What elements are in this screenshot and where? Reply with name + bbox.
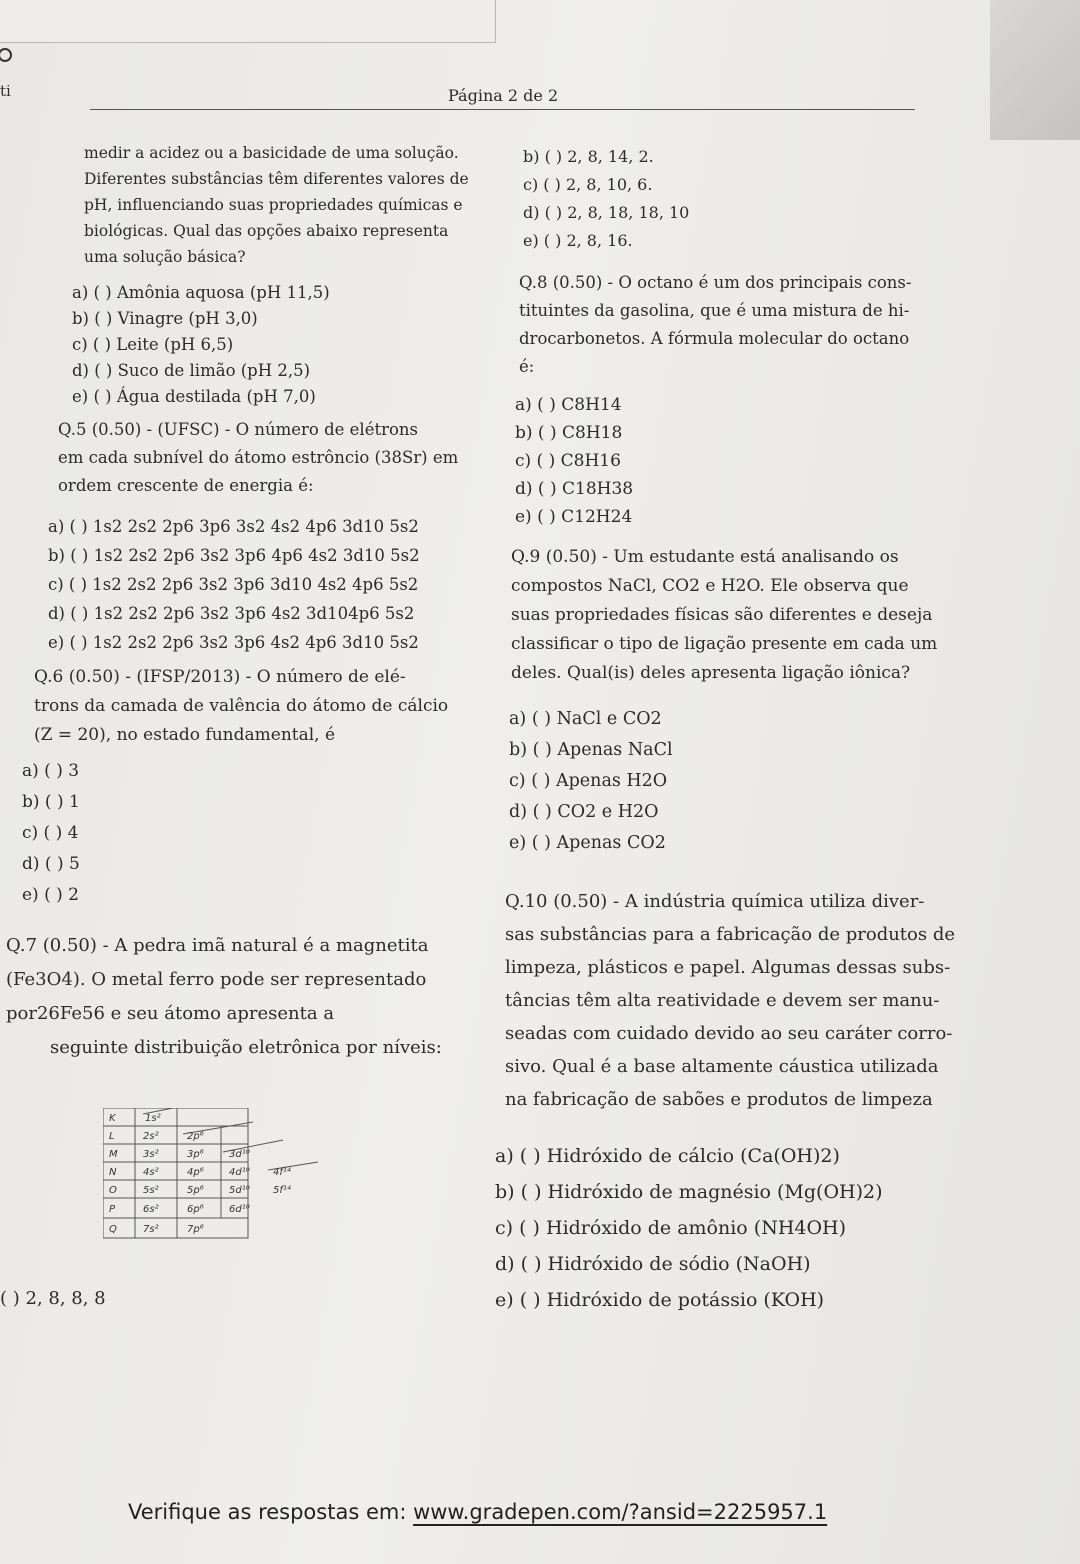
level-label: L bbox=[109, 1131, 115, 1142]
option-d[interactable]: d) ( ) Suco de limão (pH 2,5) bbox=[72, 361, 311, 380]
option-d[interactable]: d) ( ) 5 bbox=[22, 854, 80, 874]
question-line: trons da camada de valência do átomo de cálcio bbox=[34, 696, 449, 716]
sublevel: 3s² bbox=[143, 1149, 159, 1160]
option-c[interactable]: c) ( ) Hidróxido de amônio (NH4OH) bbox=[495, 1217, 847, 1239]
sublevel: 4f¹⁴ bbox=[273, 1167, 291, 1178]
question-line: é: bbox=[519, 357, 535, 376]
q6-options bbox=[20, 756, 490, 911]
option-d[interactable]: d) ( ) CO2 e H2O bbox=[509, 802, 659, 822]
option-c[interactable]: c) ( ) C8H16 bbox=[515, 451, 621, 471]
option-d[interactable]: d) ( ) Hidróxido de sódio (NaOH) bbox=[495, 1253, 811, 1275]
hole-mark bbox=[0, 48, 12, 62]
option-a[interactable]: a) ( ) Amônia aquosa (pH 11,5) bbox=[72, 283, 330, 302]
question-line: Q.7 (0.50) - A pedra imã natural é a magnetita bbox=[6, 935, 429, 956]
option-d[interactable]: d) ( ) 2, 8, 18, 18, 10 bbox=[523, 203, 690, 222]
level-label: Q bbox=[109, 1224, 117, 1235]
question-line: seguinte distribuição eletrônica por níveis: bbox=[50, 1037, 442, 1058]
question-line: classificar o tipo de ligação presente em cada um bbox=[511, 634, 938, 654]
sublevel: 4p⁶ bbox=[187, 1167, 204, 1178]
option-e[interactable]: e) ( ) Hidróxido de potássio (KOH) bbox=[495, 1289, 825, 1311]
question-line: Q.9 (0.50) - Um estudante está analisando os bbox=[511, 547, 899, 567]
q7-question bbox=[6, 929, 490, 1065]
option-a[interactable]: a) ( ) Hidróxido de cálcio (Ca(OH)2) bbox=[495, 1145, 840, 1167]
q5-question bbox=[20, 416, 490, 500]
q10-question bbox=[505, 885, 955, 1116]
question-line: tituintes da gasolina, que é uma mistura de hi- bbox=[519, 301, 910, 320]
option-e[interactable]: e) ( ) C12H24 bbox=[515, 507, 633, 527]
q4-options bbox=[20, 280, 490, 410]
q6-question bbox=[20, 663, 490, 750]
sublevel: 6d¹⁰ bbox=[229, 1204, 250, 1215]
sublevel: 6s² bbox=[143, 1204, 159, 1215]
question-line: Q.8 (0.50) - O octano é um dos principais cons- bbox=[519, 273, 912, 292]
option-e[interactable]: e) ( ) 1s2 2s2 2p6 3s2 3p6 4s2 4p6 3d10 5s2 bbox=[48, 633, 419, 652]
question-line: (Fe3O4). O metal ferro pode ser representado bbox=[6, 969, 427, 990]
answers-link[interactable]: www.gradepen.com/?ansid=2225957.1 bbox=[413, 1500, 828, 1524]
option-c[interactable]: c) ( ) 2, 8, 10, 6. bbox=[523, 175, 653, 194]
option-e[interactable]: e) ( ) 2 bbox=[22, 885, 79, 905]
question-line: seadas com cuidado devido ao seu caráter corro- bbox=[505, 1023, 953, 1044]
question-line: Q.10 (0.50) - A indústria química utiliza diver- bbox=[505, 891, 925, 912]
q4-intro bbox=[20, 140, 490, 270]
sublevel: 3d¹⁰ bbox=[229, 1149, 250, 1160]
option-b[interactable]: b) ( ) Vinagre (pH 3,0) bbox=[72, 309, 258, 328]
question-line: deles. Qual(is) deles apresenta ligação iônica? bbox=[511, 663, 911, 683]
footer-text: Verifique as respostas em: bbox=[128, 1500, 414, 1524]
option-b[interactable]: b) ( ) 1 bbox=[22, 792, 80, 812]
level-label: P bbox=[109, 1204, 116, 1215]
option-e[interactable]: e) ( ) Água destilada (pH 7,0) bbox=[72, 387, 316, 406]
sublevel: 2p⁶ bbox=[187, 1131, 204, 1142]
question-line: limpeza, plásticos e papel. Algumas dessas subs- bbox=[505, 957, 951, 978]
question-line: Q.6 (0.50) - (IFSP/2013) - O número de elé- bbox=[34, 667, 406, 687]
q8-question bbox=[505, 269, 955, 381]
intro-line: Diferentes substâncias têm diferentes valores de bbox=[84, 170, 469, 188]
question-line: por26Fe56 e seu átomo apresenta a bbox=[6, 1003, 335, 1024]
option-d[interactable]: d) ( ) C18H38 bbox=[515, 479, 634, 499]
question-line: na fabricação de sabões e produtos de limpeza bbox=[505, 1089, 933, 1110]
question-line: ordem crescente de energia é: bbox=[58, 476, 314, 495]
option-a[interactable]: a) ( ) NaCl e CO2 bbox=[509, 709, 662, 729]
level-label: K bbox=[109, 1113, 116, 1124]
option-b[interactable]: b) ( ) 1s2 2s2 2p6 3s2 3p6 4p6 4s2 3d10 5s2 bbox=[48, 546, 420, 565]
footer bbox=[128, 1500, 827, 1524]
page-corner-shadow bbox=[990, 0, 1080, 140]
question-line: drocarbonetos. A fórmula molecular do octano bbox=[519, 329, 910, 348]
sublevel: 5s² bbox=[143, 1185, 159, 1196]
sublevel: 7s² bbox=[143, 1224, 159, 1235]
q9-question bbox=[505, 543, 955, 688]
question-line: sas substâncias para a fabricação de produtos de bbox=[505, 924, 956, 945]
sublevel: 5d¹⁰ bbox=[229, 1185, 250, 1196]
pauling-diagram bbox=[103, 1108, 323, 1243]
intro-line: medir a acidez ou a basicidade de uma solução. bbox=[84, 144, 459, 162]
option-b[interactable]: b) ( ) 2, 8, 14, 2. bbox=[523, 147, 654, 166]
underlying-sheet bbox=[0, 0, 496, 43]
sublevel: 5p⁶ bbox=[187, 1185, 204, 1196]
sublevel: 4d¹⁰ bbox=[229, 1167, 250, 1178]
header-rule bbox=[90, 109, 915, 110]
option-c[interactable]: c) ( ) 4 bbox=[22, 823, 79, 843]
sublevel: 1s² bbox=[145, 1113, 161, 1124]
level-label: N bbox=[109, 1167, 117, 1178]
option-c[interactable]: c) ( ) Apenas H2O bbox=[509, 771, 668, 791]
question-line: (Z = 20), no estado fundamental, é bbox=[34, 725, 336, 745]
level-label: O bbox=[109, 1185, 117, 1196]
option-a[interactable]: a) ( ) C8H14 bbox=[515, 395, 622, 415]
sublevel: 5f¹⁴ bbox=[273, 1185, 291, 1196]
left-column bbox=[6, 140, 490, 1065]
option-c[interactable]: c) ( ) 1s2 2s2 2p6 3s2 3p6 3d10 4s2 4p6 5s2 bbox=[48, 575, 419, 594]
option-e[interactable]: e) ( ) 2, 8, 16. bbox=[523, 231, 633, 250]
option-b[interactable]: b) ( ) Hidróxido de magnésio (Mg(OH)2) bbox=[495, 1181, 883, 1203]
question-line: compostos NaCl, CO2 e H2O. Ele observa que bbox=[511, 576, 909, 596]
option-d[interactable]: d) ( ) 1s2 2s2 2p6 3s2 3p6 4s2 3d104p6 5s2 bbox=[48, 604, 415, 623]
sublevel: 6p⁶ bbox=[187, 1204, 204, 1215]
intro-line: biológicas. Qual das opções abaixo representa bbox=[84, 222, 449, 240]
option-a[interactable]: a) ( ) 3 bbox=[22, 761, 80, 781]
q7-option-a[interactable]: ( ) 2, 8, 8, 8 bbox=[0, 1288, 106, 1309]
question-line: suas propriedades físicas são diferentes e deseja bbox=[511, 605, 933, 625]
page-number: Página 2 de 2 bbox=[448, 86, 559, 105]
option-b[interactable]: b) ( ) C8H18 bbox=[515, 423, 623, 443]
margin-mark: ti bbox=[0, 82, 11, 100]
option-b[interactable]: b) ( ) Apenas NaCl bbox=[509, 740, 673, 760]
level-label: M bbox=[109, 1149, 118, 1160]
intro-line: pH, influenciando suas propriedades químicas e bbox=[84, 196, 463, 214]
q10-options bbox=[495, 1138, 955, 1318]
question-line: sivo. Qual é a base altamente cáustica utilizada bbox=[505, 1056, 939, 1077]
sublevel: 7p⁶ bbox=[187, 1224, 204, 1235]
question-line: Q.5 (0.50) - (UFSC) - O número de elétrons bbox=[58, 420, 419, 439]
sublevel: 4s² bbox=[143, 1167, 159, 1178]
question-line: em cada subnível do átomo estrôncio (38Sr) em bbox=[58, 448, 459, 467]
q5-options bbox=[20, 512, 490, 657]
option-e[interactable]: e) ( ) Apenas CO2 bbox=[509, 833, 666, 853]
right-column bbox=[495, 143, 956, 1318]
q9-options bbox=[505, 704, 955, 859]
sublevel: 2s² bbox=[143, 1131, 159, 1142]
sublevel: 3p⁶ bbox=[187, 1149, 204, 1160]
option-c[interactable]: c) ( ) Leite (pH 6,5) bbox=[72, 335, 234, 354]
question-line: tâncias têm alta reatividade e devem ser manu- bbox=[505, 990, 940, 1011]
option-a[interactable]: a) ( ) 1s2 2s2 2p6 3p6 3s2 4s2 4p6 3d10 5s2 bbox=[48, 517, 419, 536]
q8-options bbox=[505, 391, 955, 531]
intro-line: uma solução básica? bbox=[84, 248, 246, 266]
q7-options bbox=[505, 143, 955, 255]
